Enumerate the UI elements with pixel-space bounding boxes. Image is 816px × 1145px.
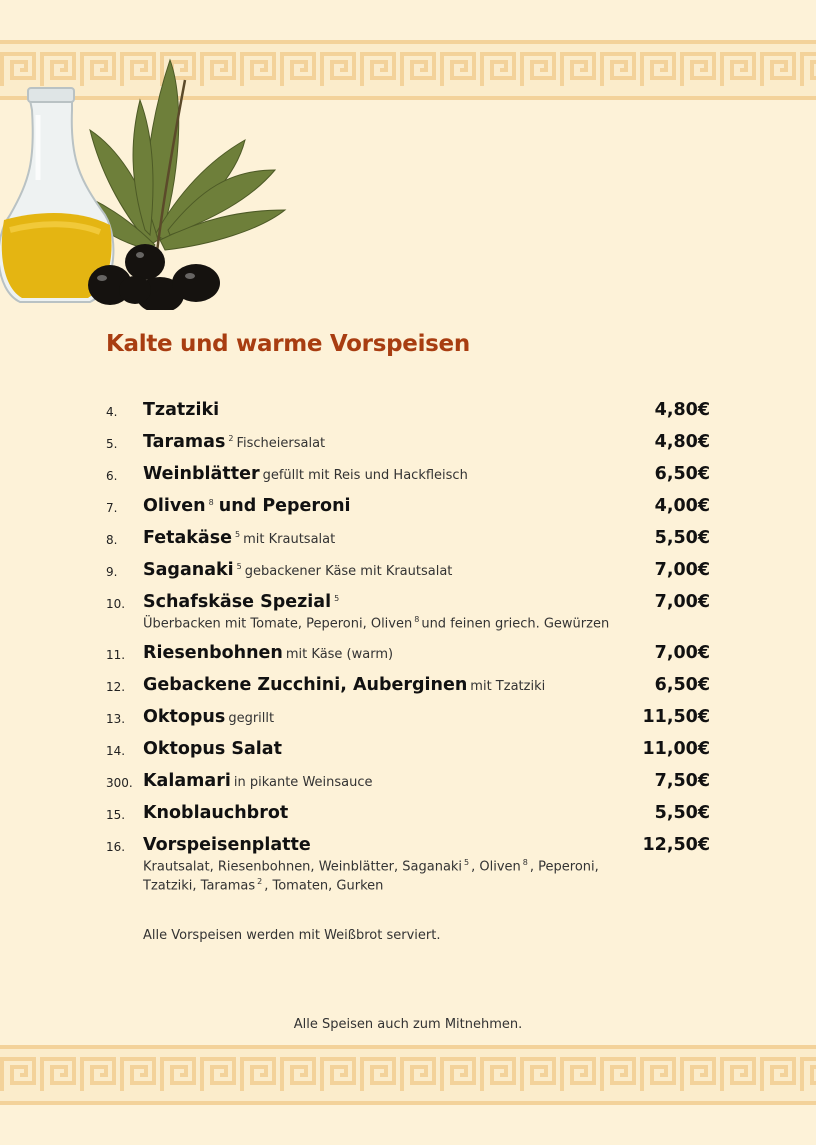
- item-name: Weinblätter gefüllt mit Reis und Hackfleisch: [143, 464, 468, 484]
- item-number: 5.: [106, 437, 118, 451]
- item-number: 15.: [106, 808, 126, 822]
- item-name: Riesenbohnen mit Käse (warm): [143, 643, 394, 663]
- item-name: Oktopus Salat: [143, 739, 282, 759]
- item-price: 7,50€: [654, 771, 710, 791]
- item-name: Knoblauchbrot: [143, 803, 289, 823]
- item-description: Krautsalat, Riesenbohnen, Weinblätter, Saganaki $^5$ , Oliven $^8$ , Peperoni,: [143, 858, 599, 875]
- item-number: 300.: [106, 776, 133, 790]
- item-price: 4,80€: [654, 400, 710, 420]
- section-title: Kalte und warme Vorspeisen: [106, 331, 470, 357]
- item-price: 7,00€: [654, 643, 710, 663]
- item-number: 6.: [106, 469, 118, 483]
- item-name: Tzatziki: [143, 400, 220, 420]
- item-number: 9.: [106, 565, 118, 579]
- item-name: Saganaki $^5$ gebackener Käse mit Krautsalat: [143, 560, 453, 580]
- item-price: 7,00€: [654, 560, 710, 580]
- takeaway-footer: Alle Speisen auch zum Mitnehmen.: [293, 1017, 523, 1032]
- item-name: Gebackene Zucchini, Auberginen mit Tzatziki: [143, 675, 546, 695]
- item-name: Oliven $^8$ und Peperoni: [143, 496, 351, 516]
- item-name: Vorspeisenplatte: [143, 835, 311, 855]
- greek-key-border-bottom: [0, 1045, 816, 1105]
- item-price: 11,00€: [642, 739, 710, 759]
- item-number: 11.: [106, 648, 126, 662]
- item-price: 4,00€: [654, 496, 710, 516]
- olive-oil-bottle-olives-icon: [0, 40, 290, 310]
- item-price: 6,50€: [654, 464, 710, 484]
- item-number: 13.: [106, 712, 126, 726]
- item-number: 10.: [106, 597, 126, 611]
- item-price: 11,50€: [642, 707, 710, 727]
- item-number: 4.: [106, 405, 118, 419]
- item-number: 8.: [106, 533, 118, 547]
- item-number: 14.: [106, 744, 126, 758]
- item-number: 16.: [106, 840, 126, 854]
- item-description: Tzatziki, Taramas $^2$ , Tomaten, Gurken: [143, 877, 384, 894]
- greek-key-border-icon: [0, 1045, 816, 1105]
- item-price: 7,00€: [654, 592, 710, 612]
- item-number: 7.: [106, 501, 118, 515]
- item-number: 12.: [106, 680, 126, 694]
- item-price: 5,50€: [654, 528, 710, 548]
- item-price: 4,80€: [654, 432, 710, 452]
- item-name: Schafskäse Spezial $^5$: [143, 592, 340, 612]
- bread-note: Alle Vorspeisen werden mit Weißbrot serviert.: [143, 928, 441, 943]
- item-name: Fetakäse $^5$ mit Krautsalat: [143, 528, 336, 548]
- item-name: Taramas $^2$ Fischeiersalat: [143, 432, 326, 452]
- item-price: 5,50€: [654, 803, 710, 823]
- item-price: 6,50€: [654, 675, 710, 695]
- item-name: Oktopus gegrillt: [143, 707, 275, 727]
- item-description: Überbacken mit Tomate, Peperoni, Oliven $^8$ und feinen griech. Gewürzen: [143, 615, 610, 632]
- item-price: 12,50€: [642, 835, 710, 855]
- item-name: Kalamari in pikante Weinsauce: [143, 771, 373, 791]
